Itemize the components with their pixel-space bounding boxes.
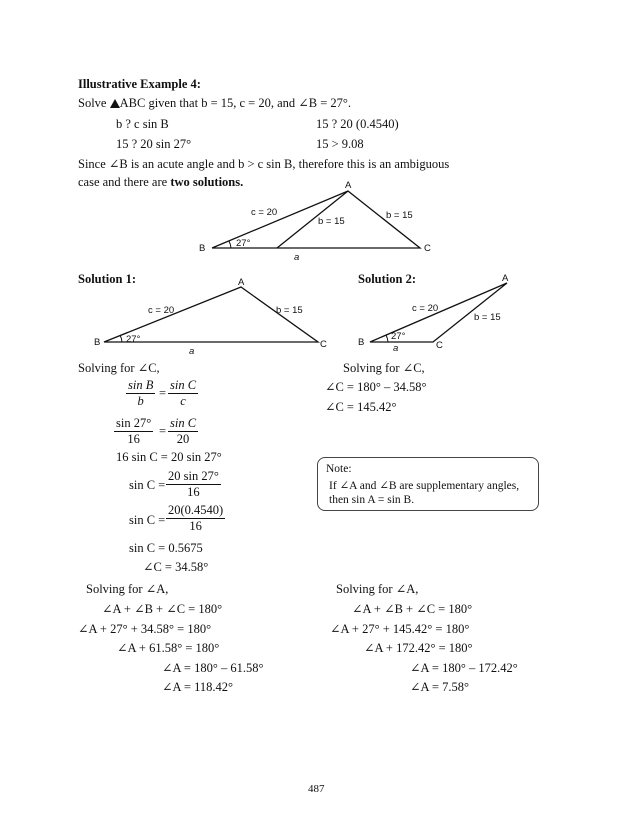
sol2-label-b: b = 15 — [474, 312, 501, 323]
sol1-label-B: B — [94, 337, 101, 348]
sol1-frac-2-left — [114, 416, 153, 447]
sol1-line-3: 16 sin C = 20 sin 27° — [116, 450, 222, 464]
calc-line-1: b ? c sin B — [116, 117, 169, 131]
sol1-f4-num: 20 sin 27° — [168, 469, 219, 483]
sol1-frac-5 — [166, 503, 225, 534]
sol1-frac-1-left — [126, 378, 155, 409]
sol1-f1-rd: c — [180, 394, 186, 408]
sol1-f1-eq: = — [159, 386, 167, 400]
solution-1-heading: Solution 1: — [78, 272, 137, 286]
sol1-solving-A: Solving for ∠A, — [86, 582, 169, 596]
sol2-label-B: B — [358, 337, 365, 348]
sol1-f5-den: 16 — [189, 519, 202, 533]
solution-2-angle-arc — [386, 335, 388, 342]
sol1-f2-ln: sin 27° — [116, 416, 152, 430]
sol2-a-line-4: ∠A = 180° – 172.42° — [410, 661, 518, 675]
sol2-solving-C: Solving for ∠C, — [343, 361, 425, 375]
sol1-f2-ld: 16 — [127, 432, 140, 446]
sol2-a-line-3: ∠A + 172.42° = 180° — [364, 641, 473, 655]
page-number: 487 — [308, 783, 325, 795]
sol1-frac-2-right — [168, 416, 198, 447]
sol1-label-angle: 27° — [126, 334, 141, 345]
sol1-f1-rn: sin C — [170, 378, 197, 392]
main-label-a: a — [294, 252, 300, 263]
sol1-frac-1-right — [168, 378, 198, 409]
sol2-a-line-1: ∠A + ∠B + ∠C = 180° — [352, 602, 473, 616]
problem-triangle: ABC — [119, 96, 146, 110]
sol2-label-a: a — [393, 343, 399, 354]
sol2-a-line-2: ∠A + 27° + 145.42° = 180° — [330, 622, 470, 636]
sol2-c-line-1: ∠C = 180° – 34.58° — [325, 380, 427, 394]
solution-2-heading: Solution 2: — [358, 272, 417, 286]
sol1-a-line-4: ∠A = 180° – 61.58° — [162, 661, 264, 675]
main-label-B: B — [199, 243, 206, 254]
main-label-angle: 27° — [236, 238, 251, 249]
sol1-frac-4 — [166, 469, 221, 500]
sol1-label-a: a — [189, 346, 195, 357]
calc-line-3: 15 ? 20 sin 27° — [116, 137, 192, 151]
sol1-solving-C: Solving for ∠C, — [78, 361, 160, 375]
sol1-f2-rd: 20 — [176, 432, 190, 446]
calc-line-2: 15 ? 20 (0.4540) — [316, 117, 399, 131]
sol2-a-line-5: ∠A = 7.58° — [410, 680, 469, 694]
sol2-c-line-2: ∠C = 145.42° — [325, 400, 397, 414]
problem-given: given that b = 15, c = 20, and ∠B = 27°. — [145, 96, 352, 110]
note-line-1: If ∠A and ∠B are supplementary angles, — [329, 480, 520, 492]
sol2-solving-A: Solving for ∠A, — [336, 582, 419, 596]
example-title: Illustrative Example 4: — [78, 77, 201, 91]
sol1-f4-lhs: sin C = — [129, 478, 166, 492]
sol1-line-6: sin C = 0.5675 — [129, 541, 203, 555]
sol1-label-c: c = 20 — [148, 305, 175, 316]
main-label-b-outer: b = 15 — [386, 210, 413, 221]
sol1-label-C: C — [320, 339, 327, 350]
calc-line-4: 15 > 9.08 — [316, 137, 364, 151]
sol1-label-b: b = 15 — [276, 305, 303, 316]
sol1-a-line-3: ∠A + 61.58° = 180° — [117, 641, 220, 655]
two-solutions-text: two solutions. — [170, 175, 244, 189]
sol1-line-7: ∠C = 34.58° — [143, 560, 209, 574]
sol1-f4-den: 16 — [187, 485, 200, 499]
main-label-C: C — [424, 243, 431, 254]
main-label-b-inner: b = 15 — [318, 216, 345, 227]
note-title: Note: — [326, 463, 352, 475]
sol1-f5-lhs: sin C = — [129, 513, 166, 527]
sol1-a-line-1: ∠A + ∠B + ∠C = 180° — [102, 602, 223, 616]
sol1-f1-ld: b — [137, 394, 144, 408]
sol2-label-angle: 27° — [391, 331, 406, 342]
sol1-label-A: A — [238, 277, 245, 288]
reason-line-1: Since ∠B is an acute angle and b > c sin B, therefore this is an ambiguous — [78, 157, 450, 171]
sol1-a-line-2: ∠A + 27° + 34.58° = 180° — [78, 622, 212, 636]
sol2-label-c: c = 20 — [412, 303, 439, 314]
problem-prefix: Solve — [78, 96, 107, 110]
reason-line-2-text: case and there are — [78, 175, 171, 189]
sol1-f5-num: 20(0.4540) — [168, 503, 224, 517]
main-label-A: A — [345, 180, 352, 191]
note-line-2: then sin A = sin B. — [329, 494, 415, 506]
sol1-f2-rn: sin C — [170, 416, 197, 430]
sol2-label-C: C — [436, 340, 443, 351]
sol1-f2-eq: = — [159, 424, 167, 438]
sol1-a-line-5: ∠A = 118.42° — [162, 680, 234, 694]
main-label-c: c = 20 — [251, 207, 278, 218]
sol2-label-A: A — [502, 273, 509, 284]
sol1-f1-ln: sin B — [128, 378, 154, 392]
